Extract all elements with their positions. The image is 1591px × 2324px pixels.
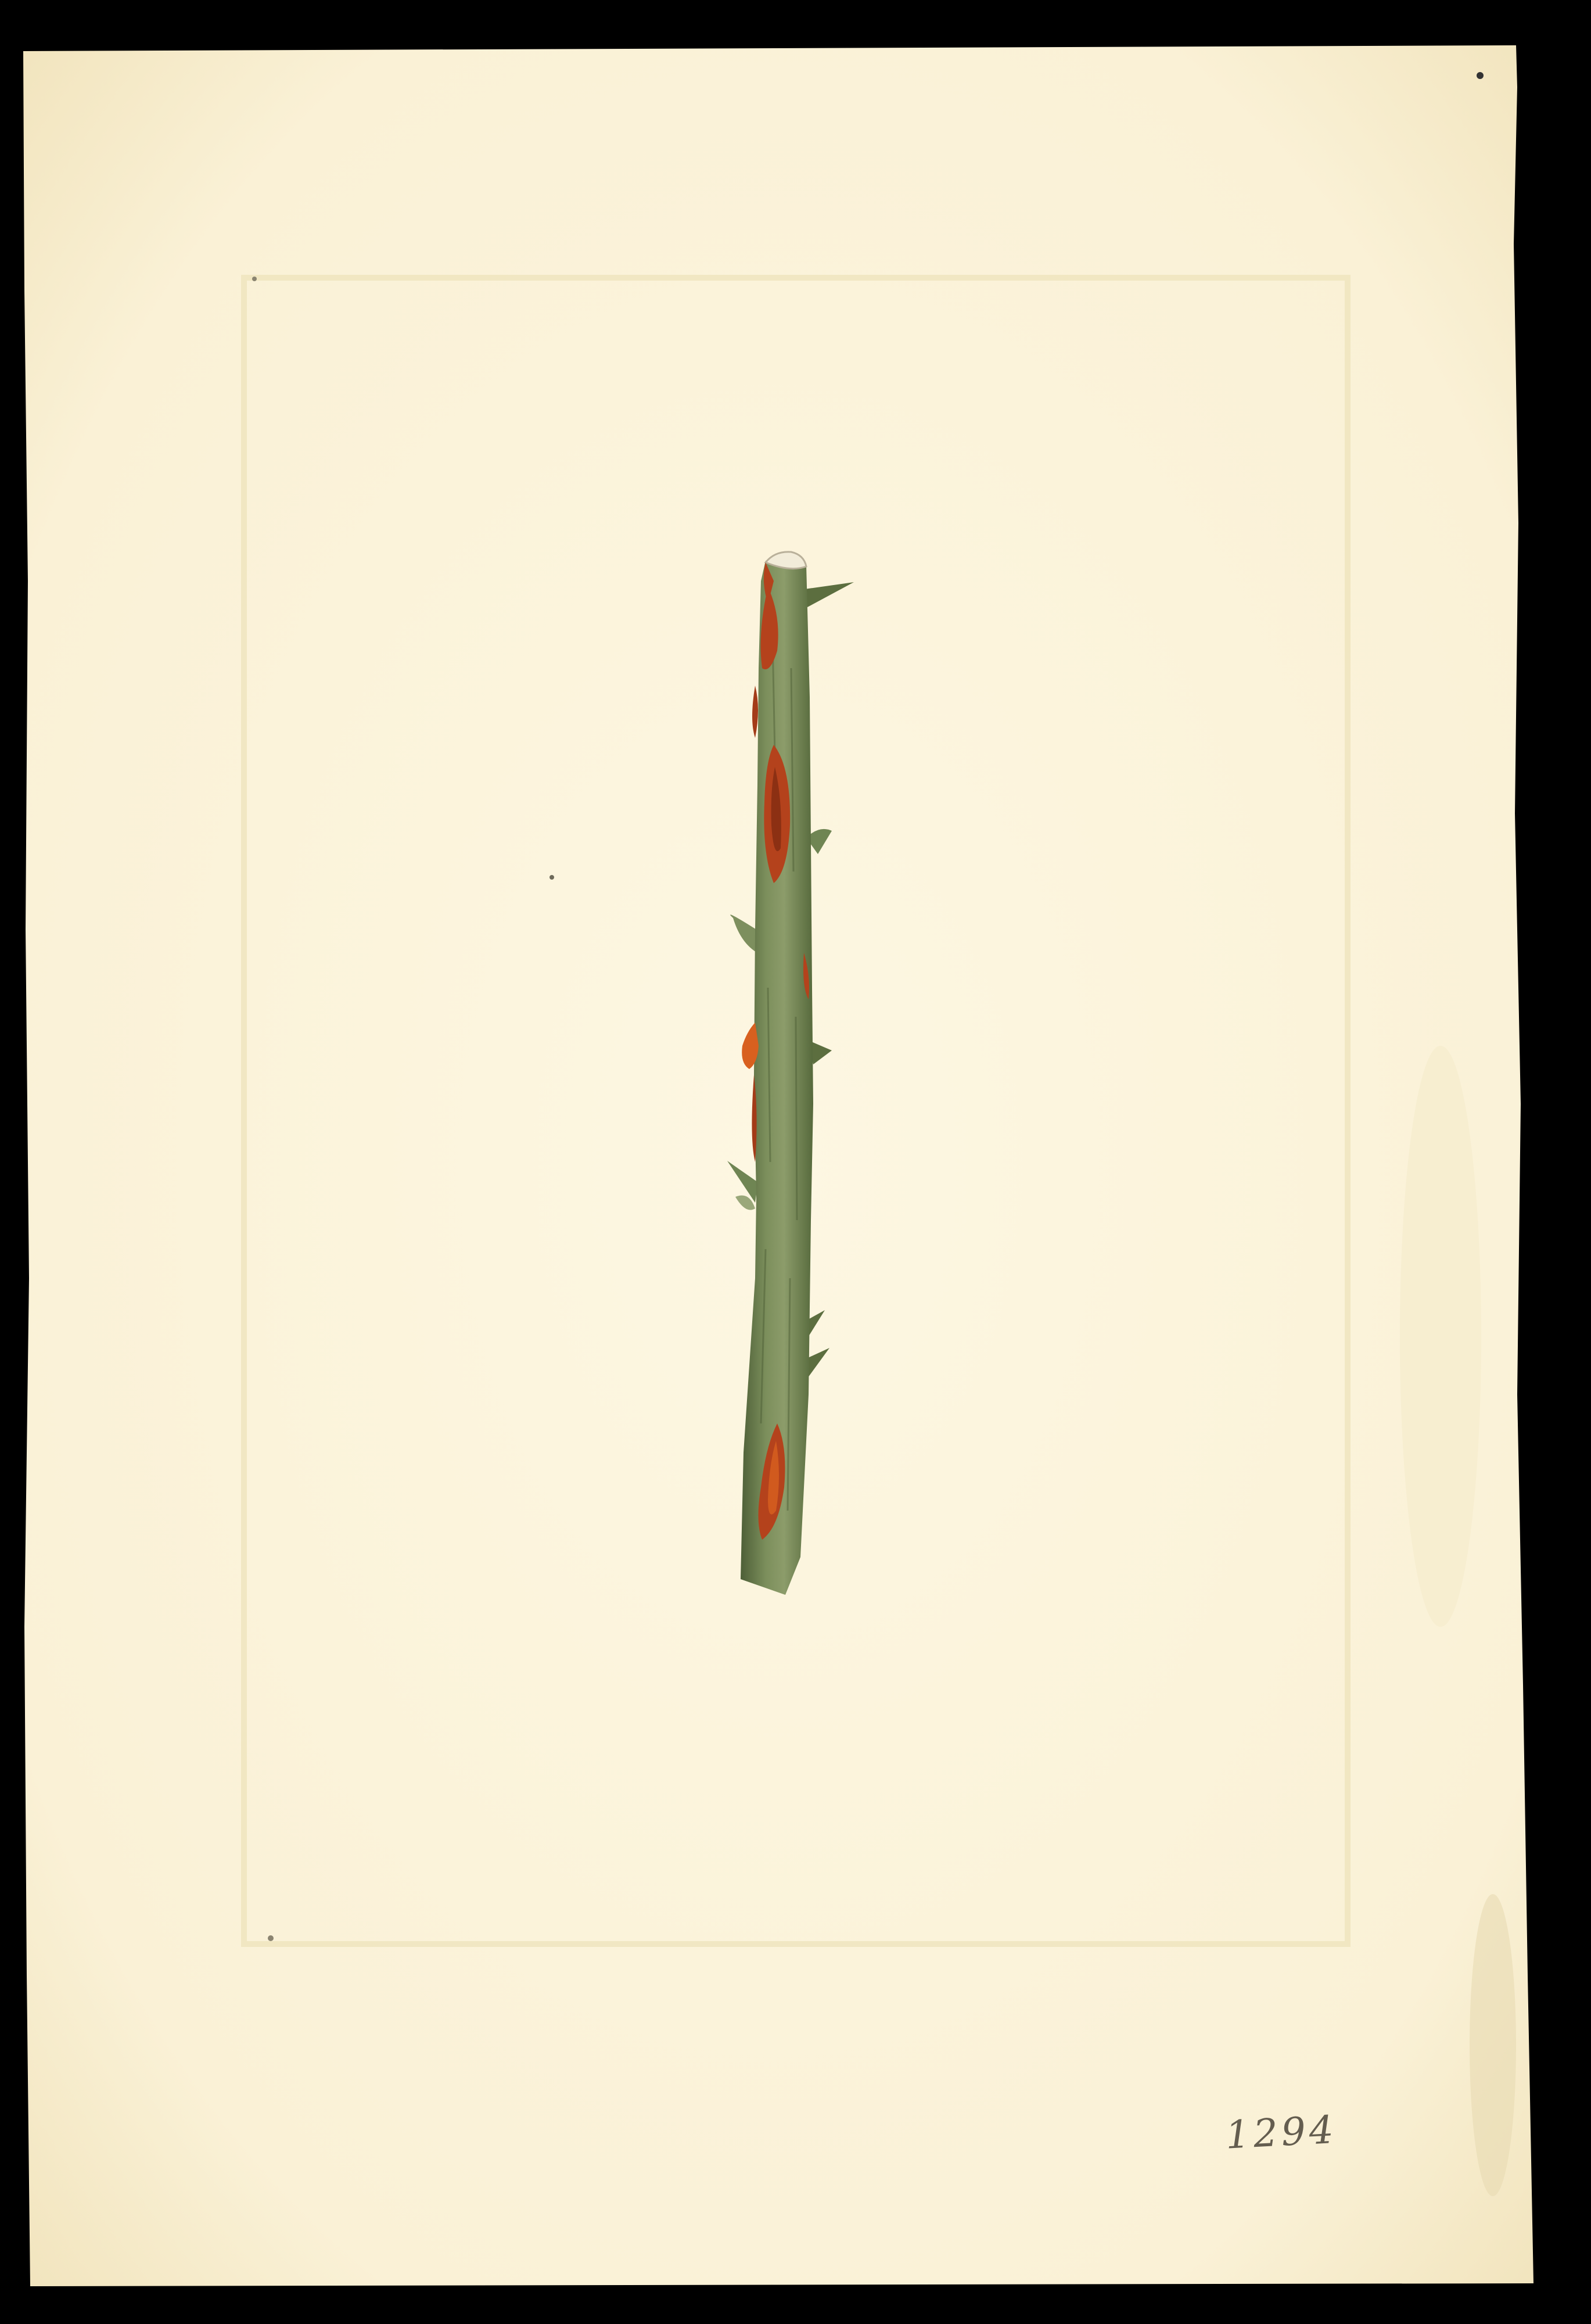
catalog-number: 1294 — [1224, 2107, 1338, 2158]
